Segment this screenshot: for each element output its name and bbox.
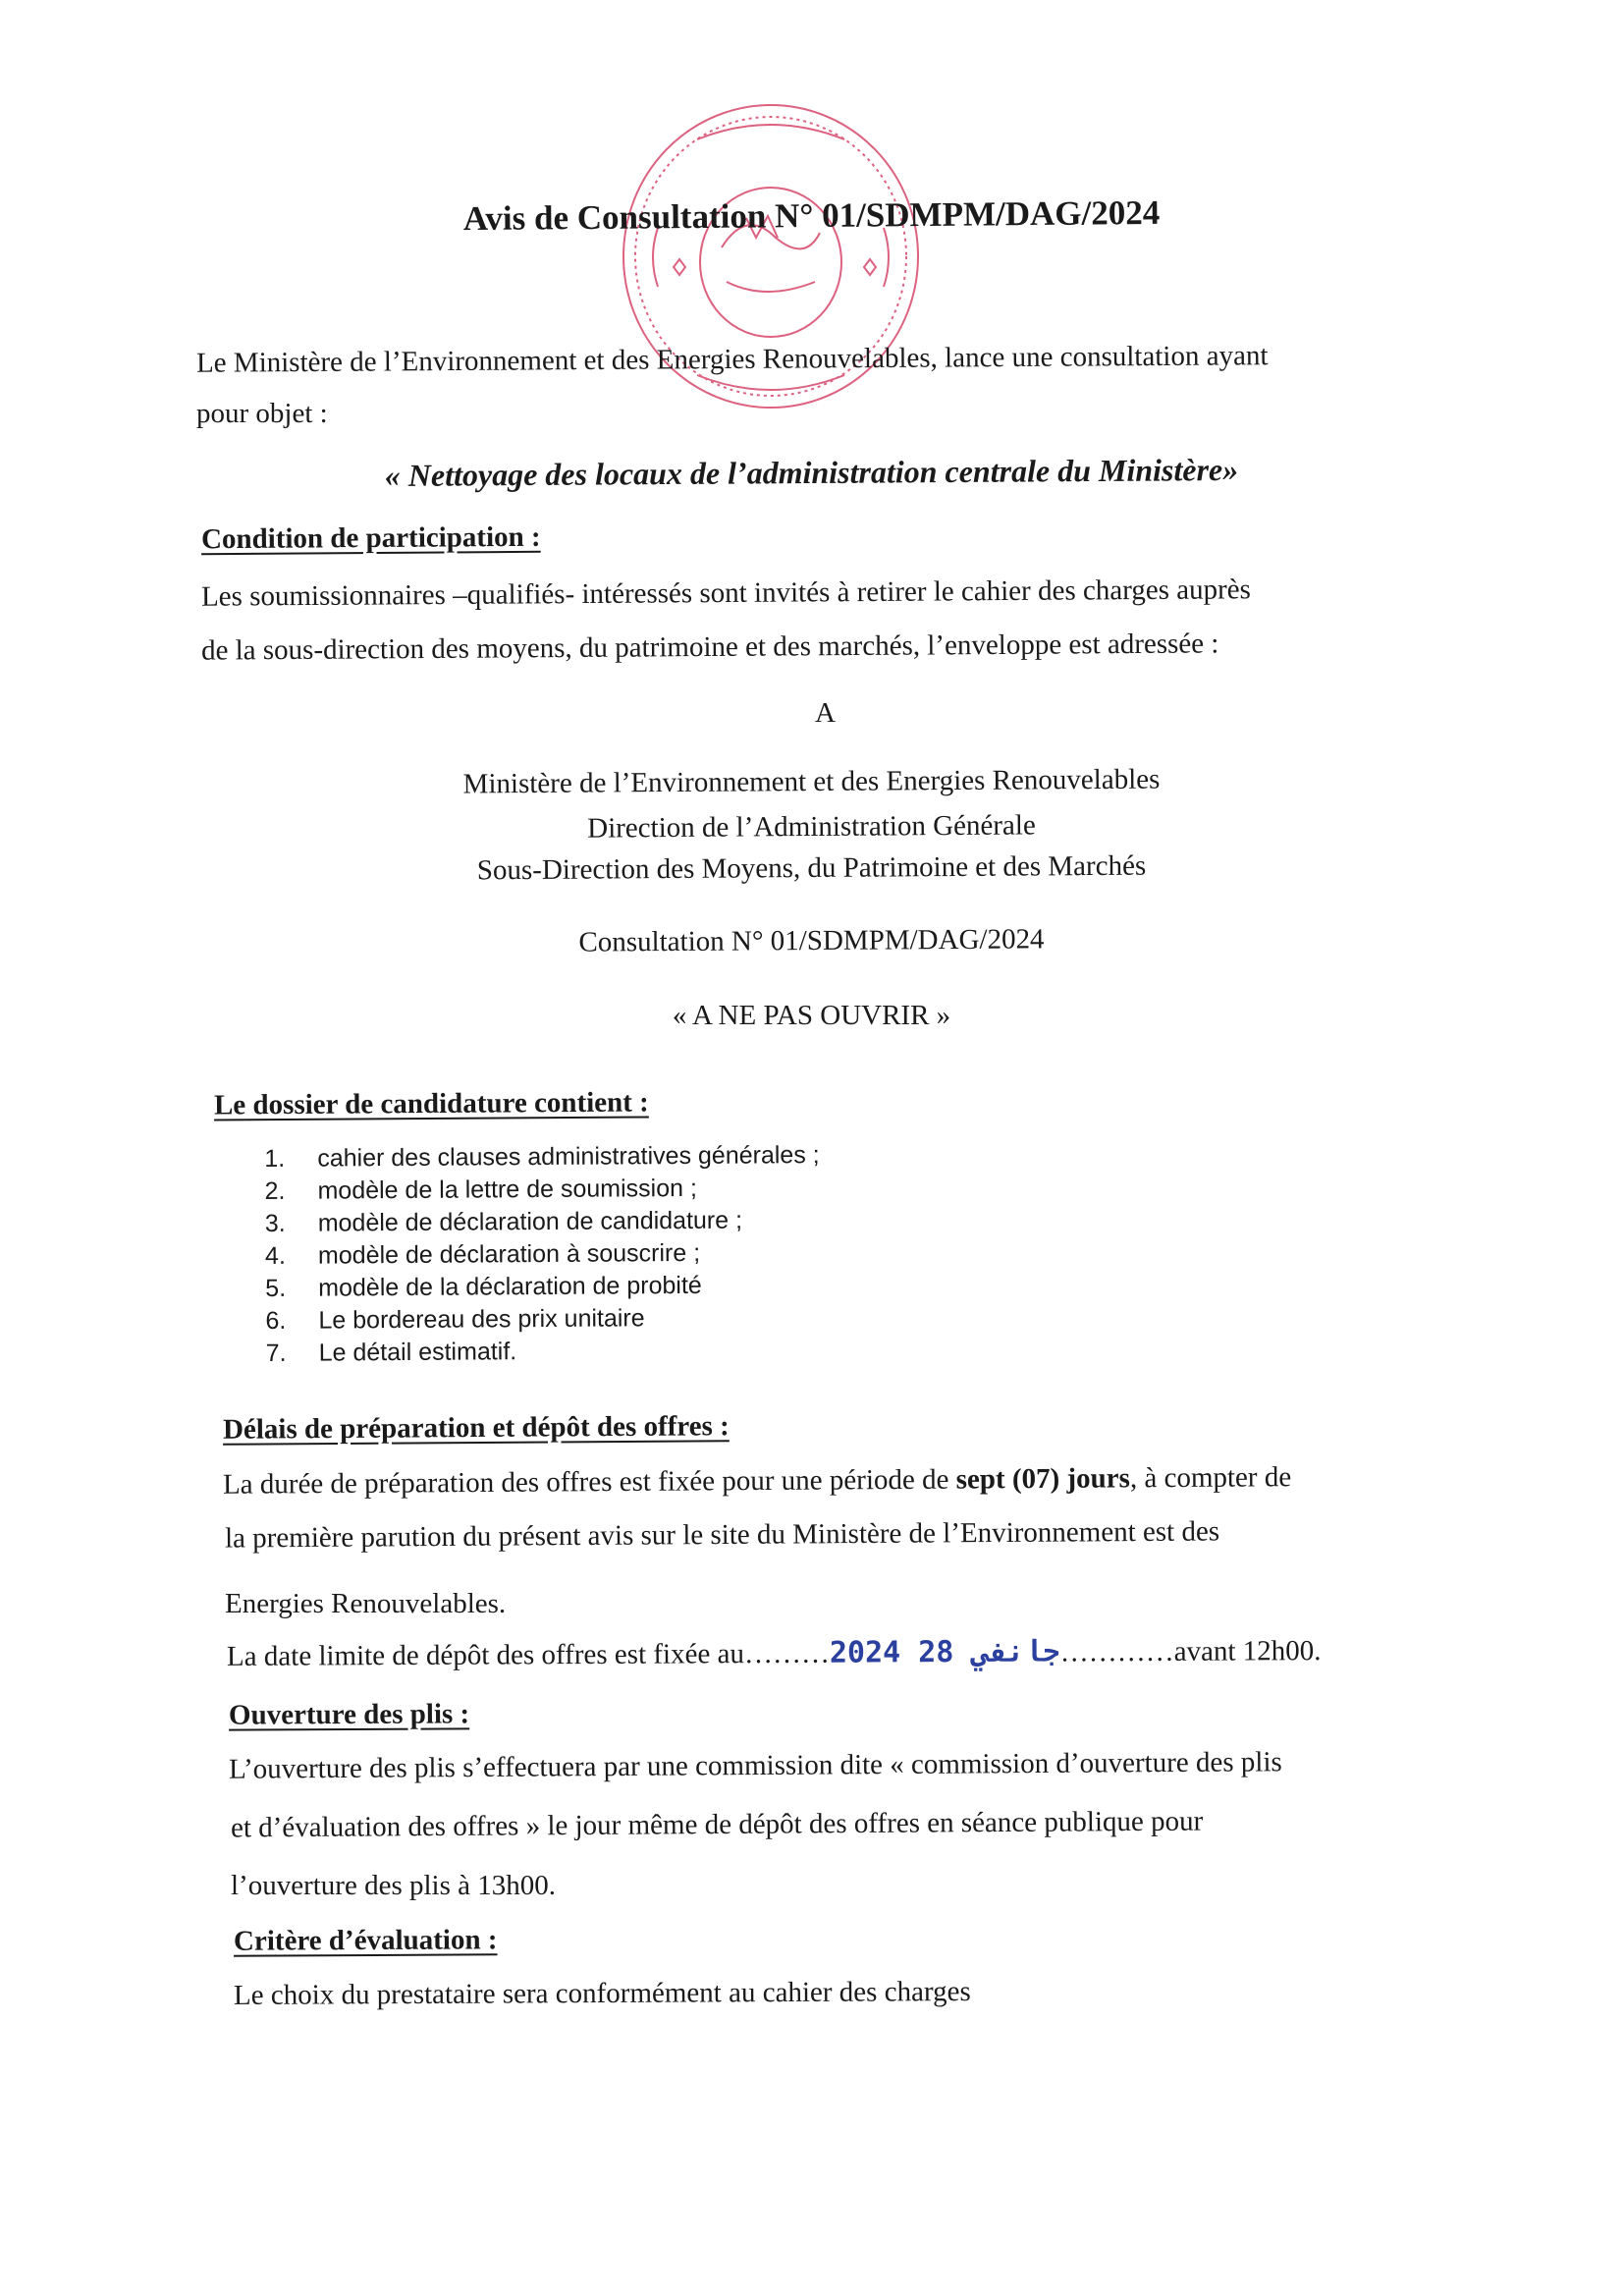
address-consultation: Consultation N° 01/SDMPM/DAG/2024 (578, 923, 1045, 958)
list-item-number: 7. (265, 1339, 287, 1367)
deadline-label: La date limite de dépôt des offres est fixée au……… (226, 1637, 830, 1672)
dossier-heading: Le dossier de candidature contient : (213, 1086, 649, 1121)
deadline-handwritten-date: 2024 جانفي 28 (829, 1634, 1060, 1670)
delais-duration: sept (07) jours (955, 1462, 1131, 1496)
critere-line-1: Le choix du prestataire sera conformément au cahier des charges (233, 1976, 971, 2011)
list-item-text: Le détail estimatif. (318, 1338, 517, 1367)
consultation-object: « Nettoyage des locaux de l’administration centrale du Ministère» (384, 451, 1239, 494)
list-item (265, 1301, 821, 1338)
deadline-line (227, 1633, 1322, 1673)
list-item (266, 1334, 822, 1370)
participation-line-2: de la sous-direction des moyens, du patrimoine et des marchés, l’enveloppe est adressée : (200, 628, 1219, 667)
delais-line-2: la première parution du présent avis sur le site du Ministère de l’Environnement est des (224, 1515, 1220, 1555)
list-item-number: 1. (264, 1144, 286, 1173)
address-line-3: Sous-Direction des Moyens, du Patrimoine et des Marchés (476, 849, 1147, 887)
address-line-1: Ministère de l’Environnement et des Energies Renouvelables (462, 763, 1161, 800)
delais-heading: Délais de préparation et dépôt des offres : (222, 1410, 730, 1446)
list-item-text: cahier des clauses administratives générales ; (317, 1141, 820, 1173)
list-item (264, 1139, 820, 1175)
deadline-time: …………avant 12h00. (1059, 1635, 1322, 1668)
list-item-number: 2. (264, 1176, 286, 1205)
ouverture-line-1: L’ouverture des plis s’effectuera par une commission dite « commission d’ouverture des plis (228, 1746, 1282, 1785)
delais-line-3: Energies Renouvelables. (225, 1588, 507, 1619)
list-item-text: modèle de déclaration à souscrire ; (317, 1238, 701, 1270)
list-item-number: 3. (264, 1209, 286, 1237)
delais-line-1-start: La durée de préparation des offres est fixée pour une période de (222, 1463, 956, 1501)
intro-line-2: pour objet : (196, 398, 328, 429)
ouverture-heading: Ouverture des plis : (228, 1698, 470, 1731)
document-title: Avis de Consultation N° 01/SDMPM/DAG/2024 (462, 192, 1161, 239)
list-item (265, 1236, 821, 1273)
list-item (264, 1172, 820, 1208)
list-item-number: 4. (264, 1241, 286, 1270)
address-to: A (815, 697, 836, 729)
list-item-text: modèle de la lettre de soumission ; (317, 1174, 697, 1205)
ouverture-line-3: l’ouverture des plis à 13h00. (231, 1870, 557, 1901)
list-item-text: modèle de la déclaration de probité (318, 1271, 702, 1302)
intro-line-1: Le Ministère de l’Environnement et des Energies Renouvelables, lance une consultation ayant (195, 340, 1269, 379)
critere-heading: Critère d’évaluation : (233, 1924, 498, 1957)
list-item-text: modèle de déclaration de candidature ; (317, 1206, 743, 1237)
address-notice: « A NE PAS OUVRIR » (672, 1000, 951, 1031)
ouverture-line-2: et d’évaluation des offres » le jour même de dépôt des offres en séance publique pour (230, 1805, 1204, 1844)
list-item-number: 5. (265, 1274, 287, 1302)
list-item-number: 6. (265, 1306, 287, 1335)
dossier-list (264, 1139, 821, 1370)
list-item (265, 1204, 821, 1240)
address-line-2: Direction de l’Administration Générale (587, 809, 1036, 845)
list-item (265, 1269, 821, 1305)
participation-line-1: Les soumissionnaires –qualifiés- intéressés sont invités à retirer le cahier des charges auprès (200, 574, 1252, 613)
delais-line-1 (223, 1461, 1291, 1502)
participation-heading: Condition de participation : (200, 520, 541, 556)
delais-line-1-end: , à compter de (1129, 1461, 1292, 1495)
list-item-text: Le bordereau des prix unitaire (318, 1304, 645, 1335)
